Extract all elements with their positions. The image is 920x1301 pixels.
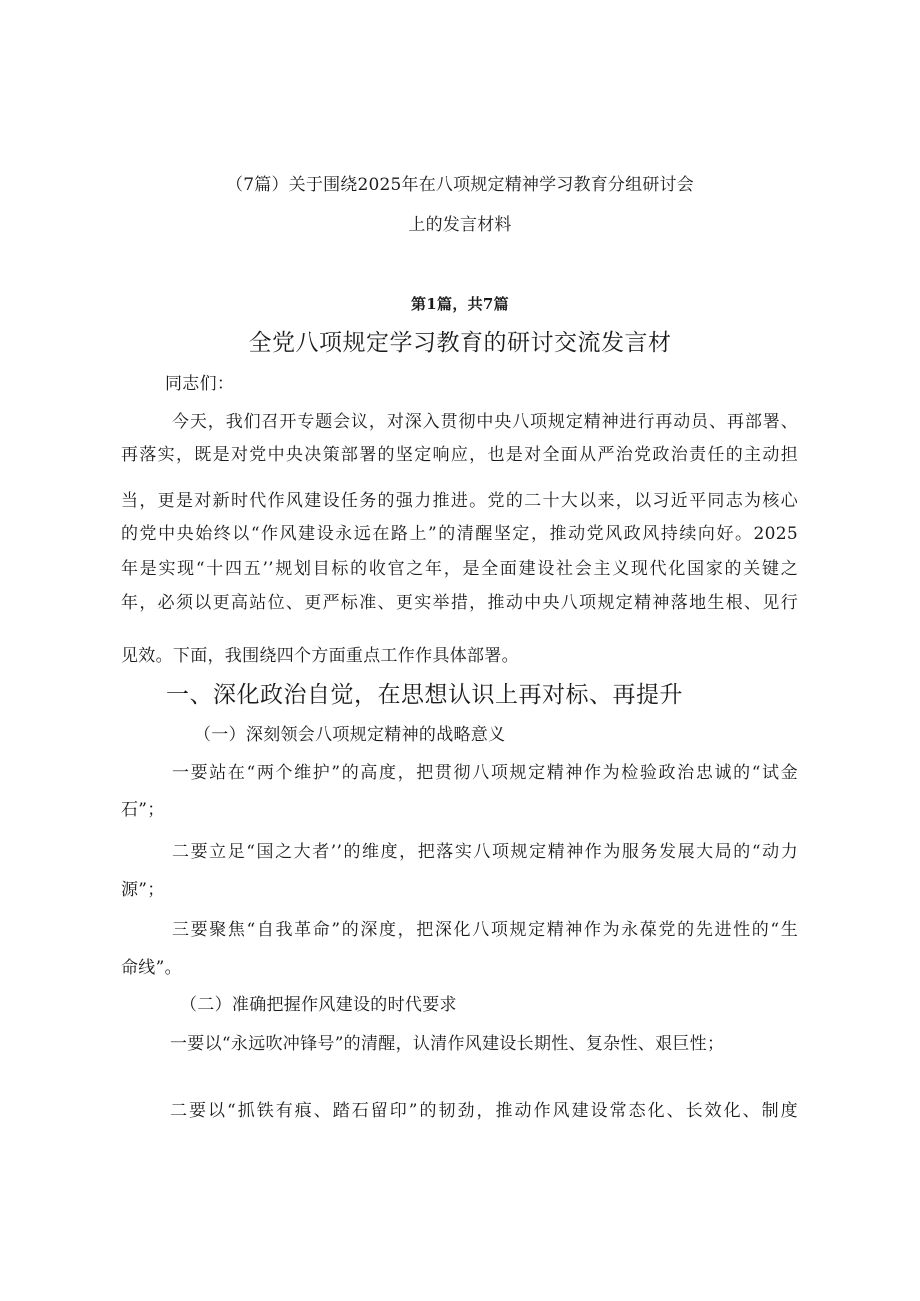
intro-line-4: 的党中央始终以“作风建设永远在路上”的清醒坚定，推动党风政风持续向好。2025 <box>121 524 798 544</box>
part-label: 第1篇，共7篇 <box>411 295 509 313</box>
section-heading: 一、深化政治自觉，在思想认识上再对标、再提升 <box>166 682 683 708</box>
subsection-heading-1: （一）深刻领会八项规定精神的战略意义 <box>194 725 506 745</box>
list-item-line: 二要以“抓铁有痕、踏石留印”的韧劲，推动作风建设常态化、长效化、制度 <box>170 1101 798 1121</box>
list-item-line: 二要立足“国之大者’’的维度，把落实八项规定精神作为服务发展大局的“动力 <box>172 842 798 862</box>
list-item-line: 一要以“永远吹冲锋号”的清醒，认清作风建设长期性、复杂性、艰巨性； <box>170 1034 725 1054</box>
list-item-line: 一要站在“两个维护”的高度，把贯彻八项规定精神作为检验政治忠诚的“试金 <box>172 763 798 783</box>
subsection-heading-2: （二）准确把握作风建设的时代要求 <box>180 995 457 1015</box>
document-title-line1: （7篇）关于围绕2025年在八项规定精神学习教育分组研讨会 <box>226 175 694 195</box>
article-title: 全党八项规定学习教育的研讨交流发言材 <box>248 330 672 356</box>
intro-line-7: 见效。下面，我围绕四个方面重点工作作具体部署。 <box>121 646 519 666</box>
list-item-line: 三要聚焦“自我革命”的深度，把深化八项规定精神作为永葆党的先进性的“生 <box>172 920 798 940</box>
intro-line-2: 再落实，既是对党中央决策部署的坚定响应，也是对全面从严治党政治责任的主动担 <box>121 445 798 465</box>
document-title-line2: 上的发言材料 <box>408 215 512 235</box>
intro-line-3: 当，更是对新时代作风建设任务的强力推进。党的二十大以来，以习近平同志为核心 <box>121 491 798 511</box>
list-item-line: 源”； <box>121 880 165 900</box>
list-item-line: 命线”。 <box>121 958 182 978</box>
intro-line-1: 今天，我们召开专题会议，对深入贯彻中央八项规定精神进行再动员、再部署、 <box>172 412 798 432</box>
intro-line-6: 年，必须以更高站位、更严标准、更实举措，推动中央八项规定精神落地生根、见行 <box>121 593 798 613</box>
intro-line-5: 年是实现“十四五’’规划目标的收官之年，是全面建设社会主义现代化国家的关键之 <box>121 559 798 579</box>
list-item-line: 石”； <box>121 800 165 820</box>
salutation: 同志们： <box>165 374 235 394</box>
